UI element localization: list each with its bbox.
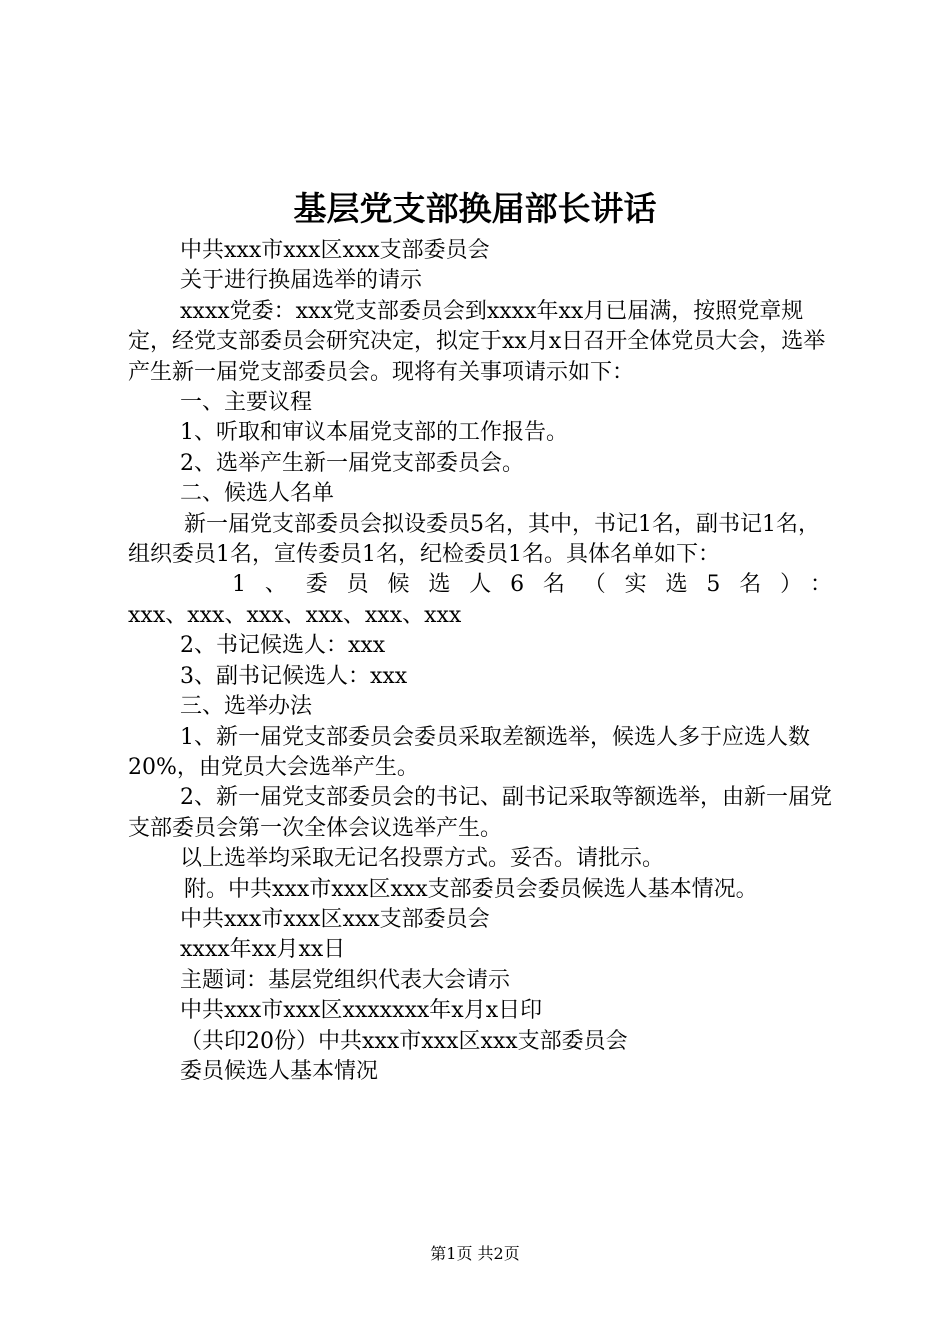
paragraph-candidates-members-names: xxx、xxx、xxx、xxx、xxx、xxx	[128, 602, 462, 628]
heading-agenda: 一、主要议程	[180, 390, 313, 416]
paragraph-keywords: 主题词：基层党组织代表大会请示	[180, 967, 511, 993]
document-body	[128, 236, 832, 1087]
paragraph-intro: xxxx党委：xxx党支部委员会到xxxx年xx月已届满，按照党章规定，经党支部委员会研究决定，拟定于xx月x日召开全体党员大会，选举产生新一届党支部委员会。现将有关事项请示如下：	[128, 298, 826, 385]
paragraph-candidate-info: 委员候选人基本情况	[180, 1058, 379, 1084]
paragraph-vote-method: 以上选举均采取无记名投票方式。妥否。请批示。	[180, 846, 665, 872]
paragraph-candidates-deputy: 3、副书记候选人：xxx	[180, 663, 408, 689]
paragraph-candidates-secretary: 2、书记候选人：xxx	[180, 633, 386, 659]
paragraph-method-1: 1、新一届党支部委员会委员采取差额选举，候选人多于应选人数20%，由党员大会选举产生。	[128, 724, 810, 780]
paragraph-date: xxxx年xx月xx日	[180, 937, 346, 963]
paragraph-subject: 关于进行换届选举的请示	[180, 268, 423, 294]
paragraph-issuer: 中共xxx市xxx区xxx支部委员会	[180, 238, 490, 263]
heading-method: 三、选举办法	[180, 694, 313, 720]
paragraph-print-copies: （共印20份）中共xxx市xxx区xxx支部委员会	[180, 1028, 628, 1054]
document-title: 基层党支部换届部长讲话	[293, 189, 657, 228]
paragraph-signature: 中共xxx市xxx区xxx支部委员会	[180, 906, 490, 932]
paragraph-method-2: 2、新一届党支部委员会的书记、副书记采取等额选举，由新一届党支部委员会第一次全体会议选举产生。	[128, 785, 832, 841]
paragraph-candidates-intro: 新一届党支部委员会拟设委员5名，其中，书记1名，副书记1名，组织委员1名，宣传委员1名，纪检委员1名。具体名单如下：	[128, 511, 820, 568]
heading-candidates: 二、候选人名单	[180, 481, 335, 507]
paragraph-agenda-2: 2、选举产生新一届党支部委员会。	[180, 450, 524, 476]
paragraph-agenda-1: 1、听取和审议本届党支部的工作报告。	[180, 420, 568, 446]
paragraph-candidates-members: 1、委员候选人6名（实选5名）：	[232, 572, 832, 598]
paragraph-print-date: 中共xxx市xxx区xxxxxxx年x月x日印	[180, 998, 543, 1024]
page-footer: 第1页 共2页	[430, 1244, 520, 1263]
paragraph-attachment: 附。中共xxx市xxx区xxx支部委员会委员候选人基本情况。	[184, 876, 758, 902]
